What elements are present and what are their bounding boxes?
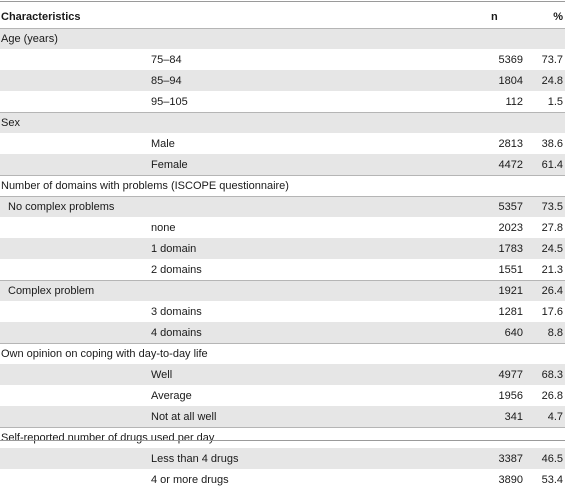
row-percent-value	[450, 29, 563, 49]
row-section-label: No complex problems	[8, 201, 115, 213]
row-n-value: 1804	[498, 74, 523, 87]
table-row	[0, 49, 565, 70]
table-row	[0, 364, 565, 385]
row-category-label: Average	[151, 389, 192, 402]
row-percent-value: 53.4	[541, 473, 563, 486]
row-category-label: 4 domains	[151, 326, 202, 339]
row-n-value: 112	[505, 95, 523, 108]
row-percent-value: 24.5	[541, 242, 563, 255]
row-percent-value: 73.7	[541, 53, 563, 66]
row-category-label: 75–84	[151, 53, 182, 66]
row-percent-value: 61.4	[541, 158, 563, 171]
row-percent-value: 73.5	[541, 201, 563, 213]
row-category-label: 1 domain	[151, 242, 197, 255]
row-category-label: 2 domains	[151, 263, 202, 276]
table-row	[0, 301, 565, 322]
table-row	[0, 154, 565, 175]
table-row	[0, 217, 565, 238]
table-section-row	[0, 343, 565, 364]
row-section-label: Age (years)	[1, 33, 58, 45]
table-row	[0, 322, 565, 343]
row-percent-value: 27.8	[541, 221, 563, 234]
row-n-value: 1783	[498, 242, 523, 255]
row-percent-value	[450, 344, 563, 364]
row-percent-value: 26.8	[541, 389, 563, 402]
row-n-value: 4977	[498, 368, 523, 381]
row-n-value: 5357	[498, 201, 523, 213]
row-category-label: Well	[151, 368, 173, 381]
table-subsection-row	[0, 196, 565, 217]
table-header-row	[0, 5, 565, 28]
table-section-row	[0, 427, 565, 448]
row-n-value: 1551	[498, 263, 523, 276]
row-category-label: Not at all well	[151, 410, 217, 423]
table-row	[0, 406, 565, 427]
row-percent-value: 4.7	[547, 410, 563, 423]
row-category-label: 4 or more drugs	[151, 473, 229, 486]
row-category-label: 3 domains	[151, 305, 202, 318]
table-section-row	[0, 175, 565, 196]
row-section-label: Complex problem	[8, 285, 95, 297]
row-percent-value	[450, 428, 563, 448]
table-row	[0, 133, 565, 154]
row-n-value: 640	[504, 326, 523, 339]
row-section-label: Self-reported number of drugs used per day	[1, 432, 215, 444]
table-row	[0, 70, 565, 91]
row-section-label: Number of domains with problems (ISCOPE questionnaire)	[1, 180, 289, 192]
table-row	[0, 448, 565, 469]
row-n-value: 3890	[498, 473, 523, 486]
row-category-label: Less than 4 drugs	[151, 452, 239, 465]
row-percent-value: 68.3	[541, 368, 563, 381]
table-row	[0, 385, 565, 406]
row-n-value: 341	[504, 410, 523, 423]
row-percent-value	[450, 113, 563, 133]
row-section-label: Sex	[1, 117, 20, 129]
row-n-value: 2813	[498, 137, 523, 150]
row-category-label: Male	[151, 137, 175, 150]
row-n-value: 4472	[498, 158, 523, 171]
row-category-label: 85–94	[151, 74, 182, 87]
row-percent-value: 46.5	[541, 452, 563, 465]
row-category-label: 95–105	[151, 95, 188, 108]
table-row	[0, 91, 565, 112]
row-section-label: Own opinion on coping with day-to-day life	[1, 348, 208, 360]
header-n: n	[491, 10, 498, 23]
row-percent-value: 8.8	[547, 326, 563, 339]
header-characteristics: Characteristics	[1, 10, 81, 23]
header-percent: %	[553, 10, 563, 23]
table-row	[0, 238, 565, 259]
table-subsection-row	[0, 280, 565, 301]
row-percent-value	[450, 176, 563, 196]
row-category-label: Female	[151, 158, 188, 171]
row-percent-value: 21.3	[541, 263, 563, 276]
table-row	[0, 259, 565, 280]
table-bottom-rule	[0, 440, 565, 441]
row-n-value: 3387	[498, 452, 523, 465]
row-percent-value: 17.6	[541, 305, 563, 318]
row-n-value: 1956	[498, 389, 523, 402]
table-row	[0, 469, 565, 490]
row-percent-value: 26.4	[541, 285, 563, 297]
row-n-value: 5369	[498, 53, 523, 66]
row-n-value: 1281	[498, 305, 523, 318]
table-section-row	[0, 112, 565, 133]
table-top-rule	[0, 1, 565, 2]
row-percent-value: 24.8	[541, 74, 563, 87]
row-n-value: 1921	[498, 285, 523, 297]
table-section-row	[0, 28, 565, 49]
row-n-value: 2023	[498, 221, 523, 234]
row-percent-value: 38.6	[541, 137, 563, 150]
row-percent-value: 1.5	[547, 95, 563, 108]
row-category-label: none	[151, 221, 176, 234]
